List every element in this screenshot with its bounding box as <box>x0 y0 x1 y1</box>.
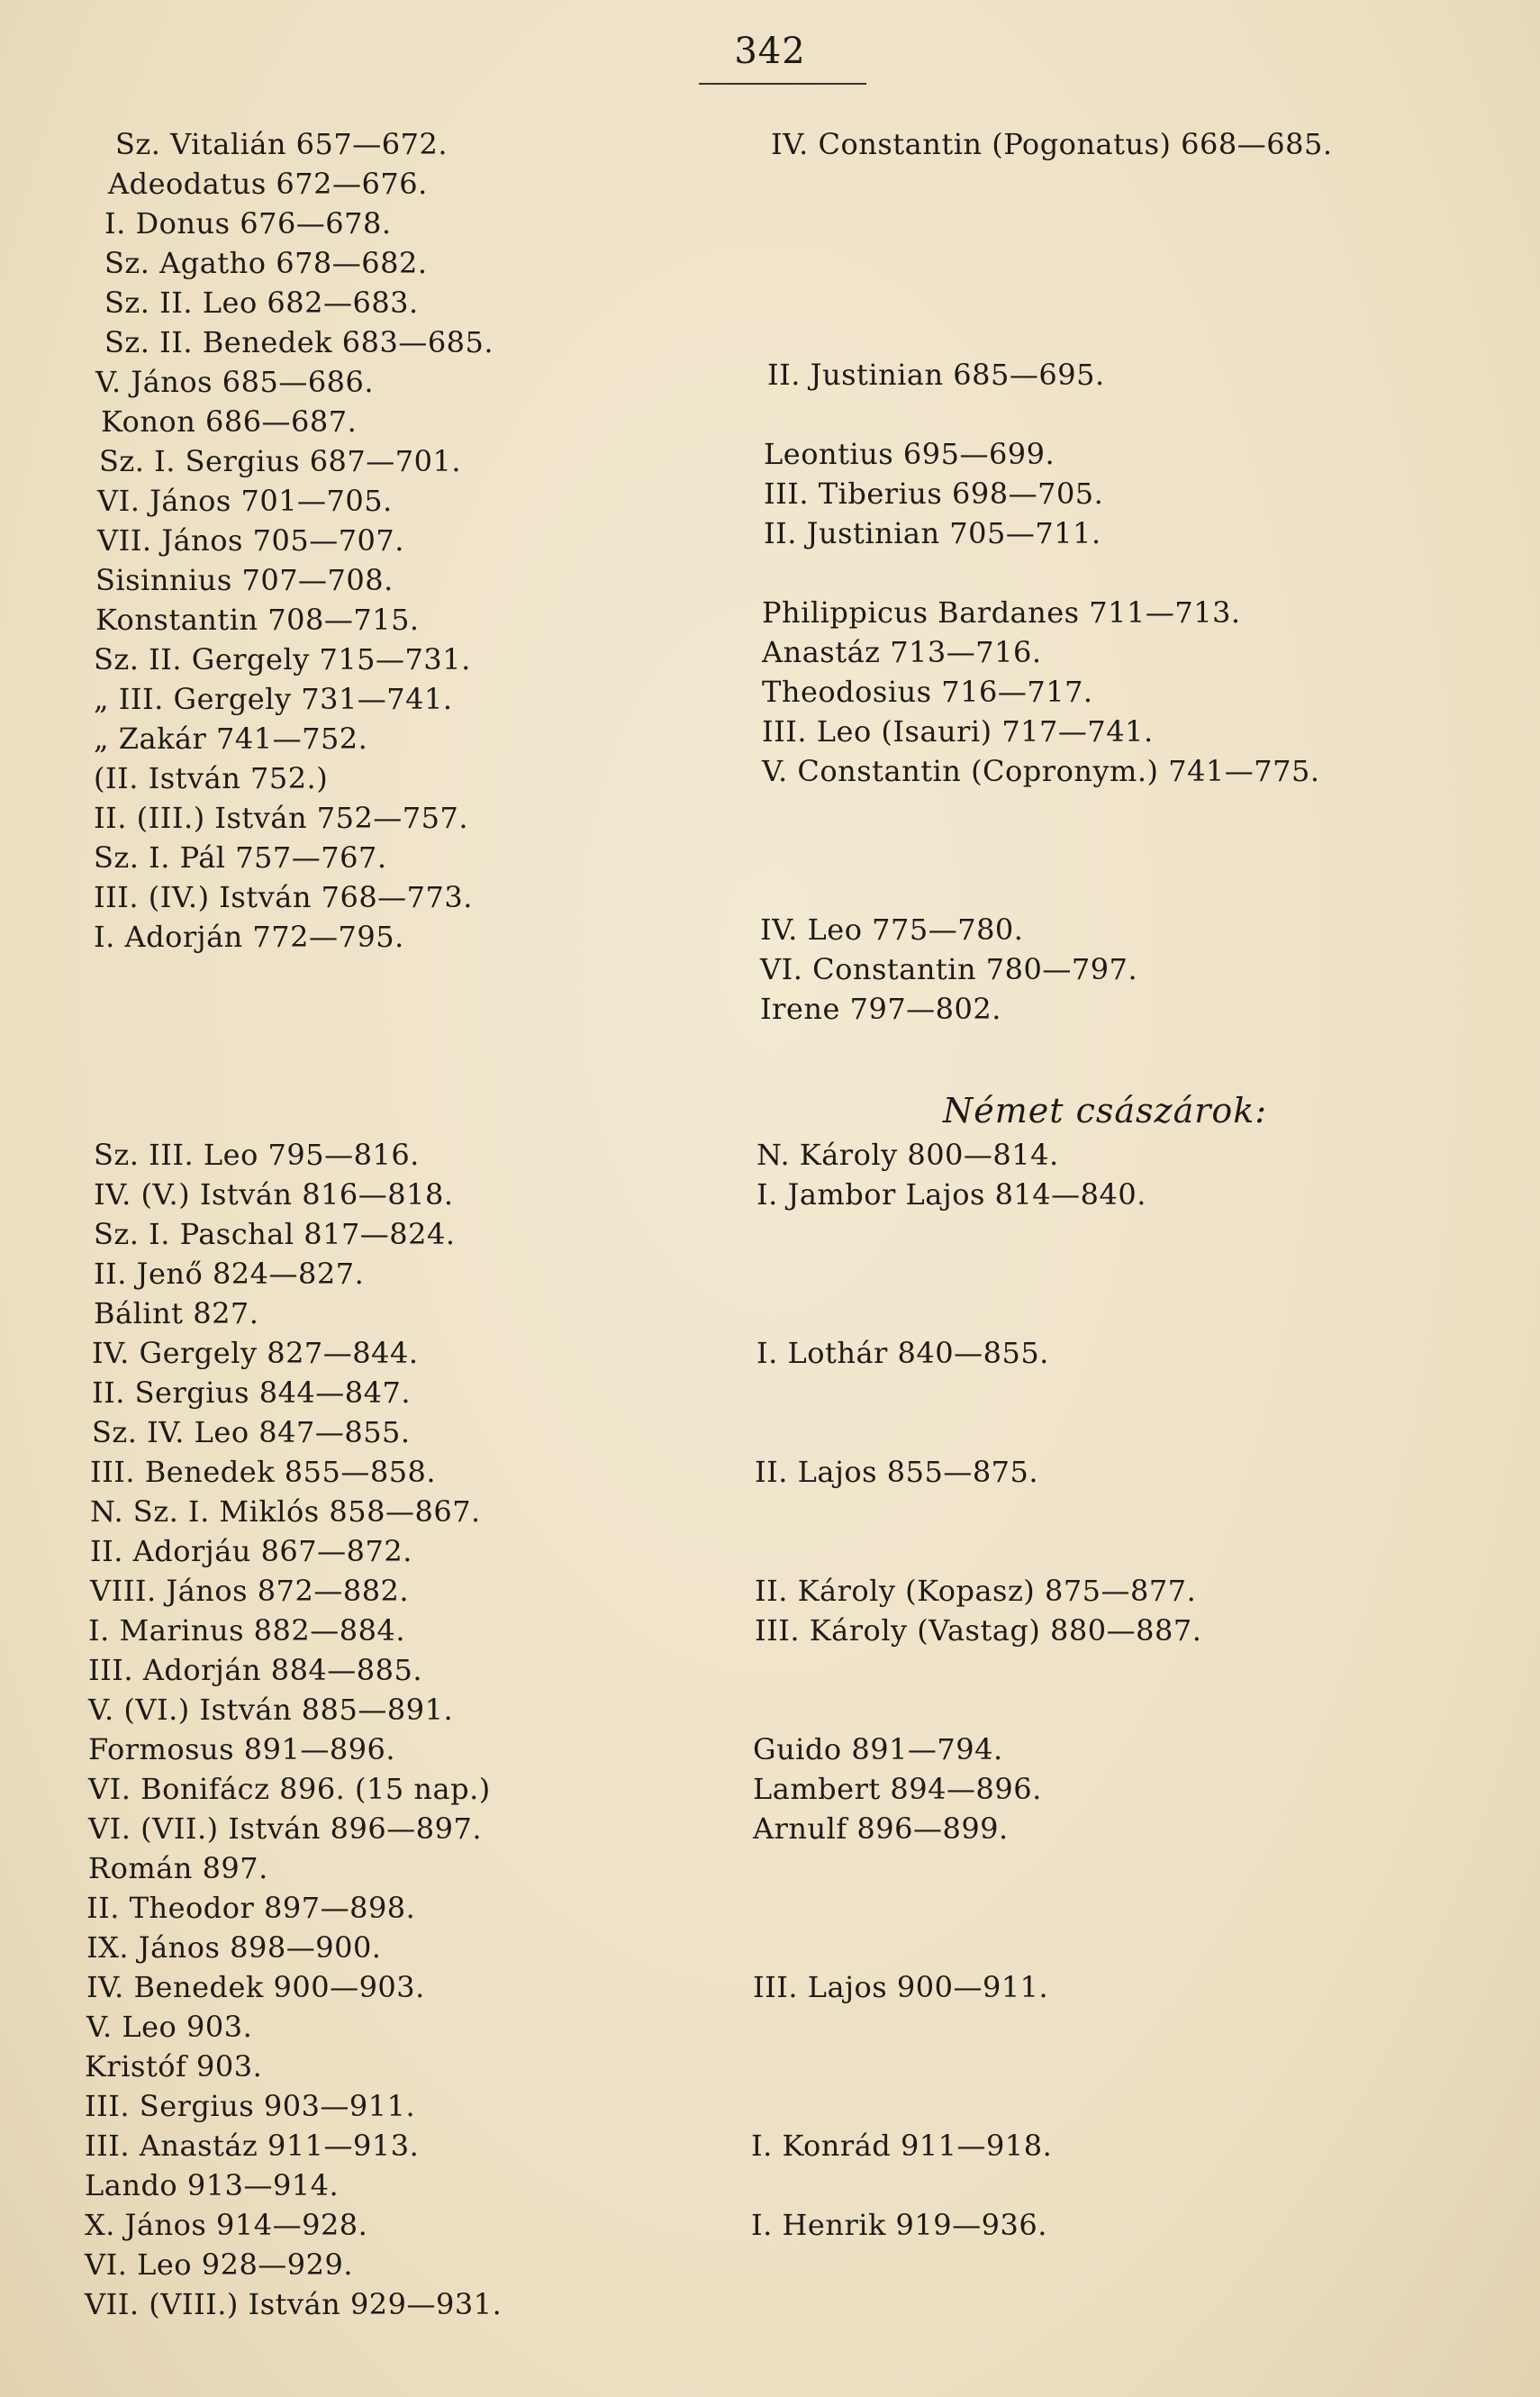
left-entry: Adeodatus 672—676. <box>108 167 428 201</box>
left-entry: Kristóf 903. <box>85 2049 263 2084</box>
left-entry: V. Leo 903. <box>86 2010 253 2044</box>
left-entry: II. Jenő 824—827. <box>94 1257 365 1291</box>
right-entry: Irene 797—802. <box>760 992 1001 1026</box>
right-entry: I. Konrád 911—918. <box>751 2129 1053 2163</box>
right-entry: Anastáz 713—716. <box>762 635 1042 669</box>
left-entry: IV. (V.) István 816—818. <box>94 1177 454 1212</box>
right-entry: Philippicus Bardanes 711—713. <box>762 595 1241 630</box>
left-entry: N. Sz. I. Miklós 858—867. <box>90 1494 481 1529</box>
left-entry: Sz. Vitalián 657—672. <box>115 127 448 161</box>
right-entry: I. Jambor Lajos 814—840. <box>756 1177 1146 1212</box>
right-entry: II. Justinian 705—711. <box>764 516 1101 550</box>
left-entry: VIII. János 872—882. <box>90 1574 410 1608</box>
header-rule <box>699 83 866 85</box>
right-entry: III. Lajos 900—911. <box>753 1970 1049 2004</box>
right-entry: IV. Leo 775—780. <box>760 912 1024 947</box>
left-entry: III. Sergius 903—911. <box>85 2089 416 2123</box>
left-entry: VI. Leo 928—929. <box>85 2247 354 2282</box>
right-entry: N. Károly 800—814. <box>756 1138 1059 1172</box>
left-entry: Sz. I. Sergius 687—701. <box>99 444 462 478</box>
left-entry: II. (III.) István 752—757. <box>94 801 469 835</box>
left-entry: Konstantin 708—715. <box>95 603 420 637</box>
left-entry: VI. (VII.) István 896—897. <box>88 1811 482 1846</box>
left-entry: (II. István 752.) <box>94 761 329 795</box>
left-entry: I. Marinus 882—884. <box>88 1613 405 1648</box>
page-number: 342 <box>734 31 806 72</box>
right-entry: II. Lajos 855—875. <box>755 1455 1039 1489</box>
left-entry: Sz. Agatho 678—682. <box>104 246 428 280</box>
left-entry: Bálint 827. <box>94 1296 259 1330</box>
left-entry: Lando 913—914. <box>85 2168 340 2202</box>
right-entry: Arnulf 896—899. <box>753 1811 1009 1846</box>
right-entry: Theodosius 716—717. <box>762 675 1093 709</box>
section-heading: Német császárok: <box>943 1091 1268 1130</box>
right-entry: IV. Constantin (Pogonatus) 668—685. <box>771 127 1333 161</box>
left-entry: II. Theodor 897—898. <box>86 1891 416 1925</box>
right-entry: III. Leo (Isauri) 717—741. <box>762 714 1154 749</box>
right-entry: III. Tiberius 698—705. <box>764 477 1104 511</box>
left-entry: Sz. IV. Leo 847—855. <box>92 1415 411 1449</box>
right-entry: I. Lothár 840—855. <box>756 1336 1049 1370</box>
left-entry: Sz. I. Pál 757—767. <box>94 840 387 875</box>
left-entry: V. (VI.) István 885—891. <box>88 1693 454 1727</box>
right-entry: III. Károly (Vastag) 880—887. <box>755 1613 1202 1648</box>
right-entry: VI. Constantin 780—797. <box>760 952 1138 986</box>
left-entry: „ III. Gergely 731—741. <box>94 682 453 716</box>
left-entry: „ Zakár 741—752. <box>94 722 368 756</box>
left-entry: Sz. I. Paschal 817—824. <box>94 1217 456 1251</box>
left-entry: V. János 685—686. <box>95 365 375 399</box>
left-entry: Sz. II. Gergely 715—731. <box>94 642 471 676</box>
left-entry: Konon 686—687. <box>101 404 358 439</box>
left-entry: III. Adorján 884—885. <box>88 1653 423 1687</box>
left-entry: III. (IV.) István 768—773. <box>94 880 473 914</box>
right-entry: II. Károly (Kopasz) 875—877. <box>755 1574 1197 1608</box>
left-entry: II. Adorjáu 867—872. <box>90 1534 412 1568</box>
right-entry: Leontius 695—699. <box>764 437 1055 471</box>
left-entry: Sz. II. Benedek 683—685. <box>104 325 494 359</box>
left-entry: IV. Gergely 827—844. <box>92 1336 419 1370</box>
left-entry: VI. Bonifácz 896. (15 nap.) <box>88 1772 491 1806</box>
left-entry: X. János 914—928. <box>85 2208 368 2242</box>
right-entry: II. Justinian 685—695. <box>767 358 1105 392</box>
left-entry: VI. János 701—705. <box>97 484 393 518</box>
left-entry: VII. (VIII.) István 929—931. <box>85 2287 503 2321</box>
left-entry: IV. Benedek 900—903. <box>86 1970 425 2004</box>
right-entry: V. Constantin (Copronym.) 741—775. <box>762 754 1320 788</box>
left-entry: Sz. III. Leo 795—816. <box>94 1138 420 1172</box>
left-entry: Formosus 891—896. <box>88 1732 396 1766</box>
left-entry: Román 897. <box>88 1851 268 1885</box>
left-entry: II. Sergius 844—847. <box>92 1376 412 1410</box>
left-entry: IX. János 898—900. <box>86 1930 382 1965</box>
right-entry: Guido 891—794. <box>753 1732 1003 1766</box>
left-entry: Sisinnius 707—708. <box>95 563 394 597</box>
left-entry: Sz. II. Leo 682—683. <box>104 286 419 320</box>
left-entry: VII. János 705—707. <box>97 523 404 558</box>
left-entry: I. Donus 676—678. <box>104 206 392 241</box>
left-entry: III. Benedek 855—858. <box>90 1455 437 1489</box>
left-entry: III. Anastáz 911—913. <box>85 2129 420 2163</box>
left-entry: I. Adorján 772—795. <box>94 920 404 954</box>
right-entry: I. Henrik 919—936. <box>751 2208 1047 2242</box>
right-entry: Lambert 894—896. <box>753 1772 1042 1806</box>
